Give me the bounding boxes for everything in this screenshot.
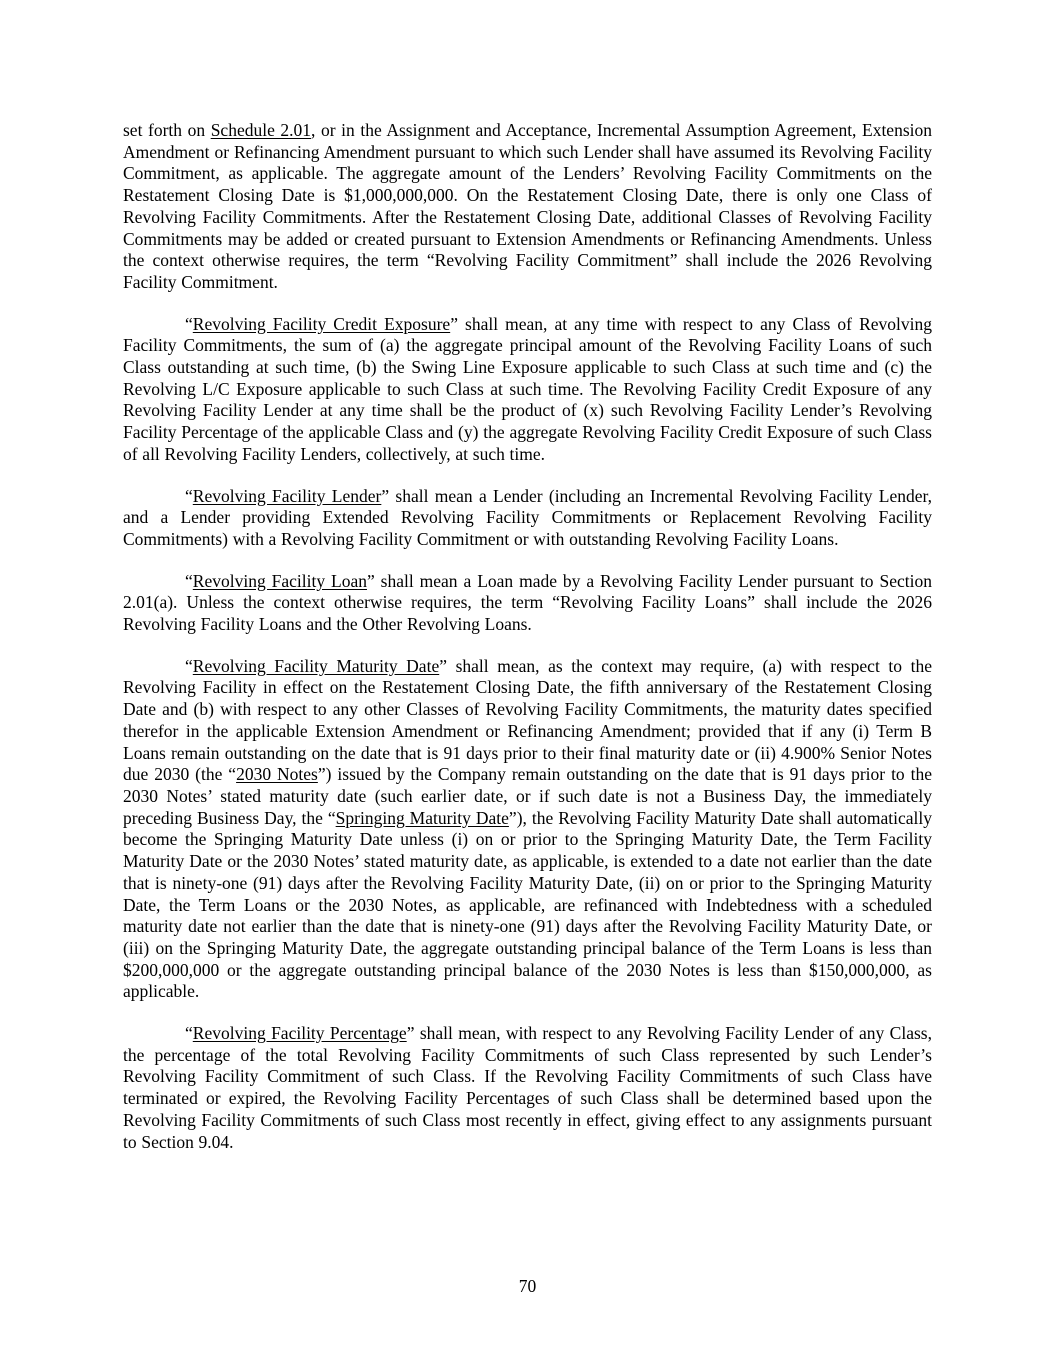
defined-term: Revolving Facility Loan	[192, 570, 367, 591]
paragraph	[123, 1023, 932, 1153]
paragraph	[123, 571, 932, 636]
paragraph	[123, 486, 932, 551]
defined-term: Revolving Facility Maturity Date	[192, 655, 440, 676]
text-run: ” shall mean a Loan made by a Revolving Facility Lender pursuant to Section 2.01(a). Unless the context otherwise requires, the term “Revolving Facility Loans” shall include the 2026 Revolving Facility Loans and the Other Revolving Loans.	[123, 570, 932, 635]
text-run: ” shall mean a Lender (including an Incremental Revolving Facility Lender, and a Lender providing Extended Revolving Facility Commitments or Replacement Revolving Facility Commitments) with a Revolving Facility Commitment or with outstanding Revolving Facility Loans.	[123, 485, 932, 549]
text-run: ” shall mean, at any time with respect to any Class of Revolving Facility Commitments, the sum of (a) the aggregate principal amount of the Revolving Facility Loans of such Class outstanding at such time, (b) the Swing Line Exposure applicable to such Class at such time and (c) the Revolving L/C Exposure applicable to such Class at such time. The Revolving Facility Credit Exposure of any Revolving Facility Lender at any time shall be the product of (x) such Revolving Facility Lender’s Revolving Facility Percentage of the applicable Class and (y) the aggregate Revolving Facility Credit Exposure of such Class of all Revolving Facility Lenders, collectively, at such time.	[123, 313, 932, 464]
defined-term: Schedule 2.01	[210, 120, 312, 140]
defined-term: Revolving Facility Lender	[192, 485, 382, 506]
paragraph	[123, 314, 932, 466]
paragraph	[123, 120, 932, 294]
text-run: “	[185, 313, 193, 334]
text-run: ” shall mean, with respect to any Revolving Facility Lender of any Class, the percentage of the total Revolving Facility Commitments of such Class represented by such Lender’s Revolving Facility Commitment of such Class. If the Revolving Facility Commitments of such Class have terminated or expired, the Revolving Facility Percentages of such Class shall be determined based upon the Revolving Facility Commitments of such Class most recently in effect, giving effect to any assignments pursuant to Section 9.04.	[123, 1023, 932, 1152]
text-run: “	[185, 1023, 193, 1044]
defined-term: 2030 Notes	[236, 764, 318, 785]
defined-term: Springing Maturity Date	[335, 807, 509, 828]
text-run: , or in the Assignment and Acceptance, Incremental Assumption Agreement, Extension Amendment or Refinancing Amendment pursuant to which such Lender shall have assumed its Revolving Facility Commitment, as applicable. The aggregate amount of the Lenders’ Revolving Facility Commitments on the Restatement Closing Date is $1,000,000,000. On the Restatement Closing Date, there is only one Class of Revolving Facility Commitments. After the Restatement Closing Date, additional Classes of Revolving Facility Commitments may be added or created pursuant to Extension Amendments or Refinancing Amendments. Unless the context otherwise requires, the term “Revolving Facility Commitment” shall include the 2026 Revolving Facility Commitment.	[123, 120, 932, 292]
text-run: “	[185, 655, 193, 676]
defined-term: Revolving Facility Credit Exposure	[192, 313, 451, 334]
document-body	[123, 120, 932, 1153]
paragraph	[123, 656, 932, 1003]
text-run: ” shall mean, as the context may require, (a) with respect to the Revolving Facility in effect on the Restatement Closing Date, the fifth anniversary of the Restatement Closing Date and (b) with respect to any other Classes of Revolving Facility Commitments, the maturity dates specified therefor in the applicable Extension Amendment or Refinancing Amendment; provided that if any (i) Term B Loans remain outstanding on the date that is 91 days prior to their final maturity date or (ii) 4.900% Senior Notes due 2030 (the “	[123, 655, 932, 785]
text-run: set forth on	[123, 120, 211, 140]
text-run: “	[185, 485, 193, 506]
text-run: ”) issued by the Company remain outstanding on the date that is 91 days prior to the 2030 Notes’ stated maturity date (such earlier date, or if such date is not a Business Day, the immediately preceding Business Day, the “	[123, 764, 932, 828]
text-run: ”), the Revolving Facility Maturity Date shall automatically become the Springing Maturity Date unless (i) on or prior to the Springing Maturity Date, the Term Facility Maturity Date or the 2030 Notes’ stated maturity date, as applicable, is extended to a date not earlier than the date that is ninety-one (91) days after the Revolving Facility Maturity Date, (ii) on or prior to the Springing Maturity Date, the Term Loans or the 2030 Notes, as applicable, are refinanced with Indebtedness with a scheduled maturity date not earlier than the date that is ninety-one (91) days after the Revolving Facility Maturity Date, or (iii) on the Springing Maturity Date, the aggregate outstanding principal balance of the Term Loans is less than $200,000,000 or the aggregate outstanding principal balance of the 2030 Notes is less than $150,000,000, as applicable.	[123, 807, 933, 1002]
defined-term: Revolving Facility Percentage	[192, 1023, 407, 1044]
page-number: 70	[518, 1276, 537, 1296]
text-run: “	[185, 570, 193, 591]
